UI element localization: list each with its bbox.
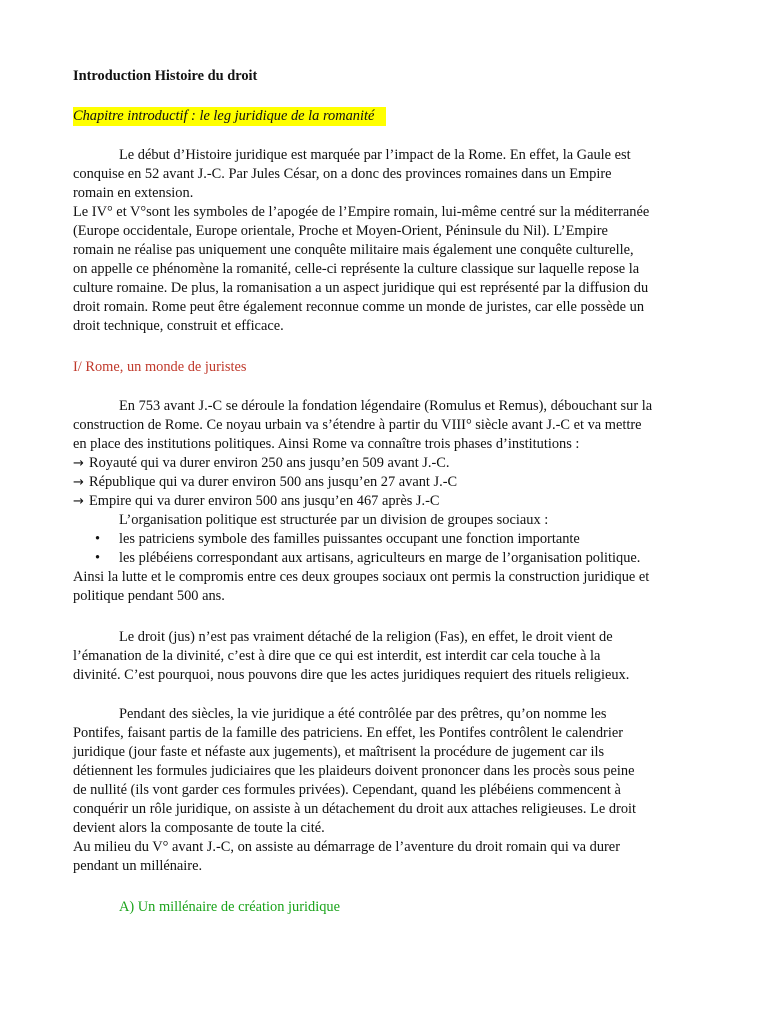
text-line: on appelle ce phénomène la romanité, celle-ci représente la culture classique sur laquelle repose la: [73, 261, 640, 277]
text-line: culture romaine. De plus, la romanisation a un aspect juridique qui est représenté par la diffusion du: [73, 280, 649, 296]
list-item-text: les patriciens symbole des familles puissantes occupant une fonction importante: [119, 531, 580, 547]
list-item: [73, 492, 695, 511]
list-item: [73, 473, 695, 492]
text-line: juridique (jour faste et néfaste aux jugements), et maîtrisent la procédure de jugement car ils: [73, 744, 605, 760]
intro-paragraph: [73, 146, 695, 336]
arrow-icon: →: [73, 494, 84, 509]
arrow-icon: →: [73, 475, 84, 490]
text-line: de nullité (ils vont garder ces formules privées). Cependant, quand les plébéiens commencent à: [73, 782, 621, 798]
text-line: pendant un millénaire.: [73, 858, 203, 874]
bullet-icon: •: [95, 531, 101, 547]
bullet-icon: •: [95, 550, 101, 566]
page-title: Introduction Histoire du droit: [73, 68, 258, 84]
list-item: [73, 454, 695, 473]
list-item-text: République qui va durer environ 500 ans jusqu’en 27 avant J.-C: [89, 474, 458, 490]
text-line: construction de Rome. Ce noyau urbain va s’étendre à partir du VIII° siècle avant J.-C et va mettre: [73, 417, 642, 433]
text-line: Ainsi la lutte et le compromis entre ces deux groupes sociaux ont permis la construction juridique et: [73, 569, 650, 585]
text-line: Le droit (jus) n’est pas vraiment détaché de la religion (Fas), en effet, le droit vient de: [119, 629, 613, 645]
list-item-text: Empire qui va durer environ 500 ans jusqu’en 467 après J.-C: [89, 493, 440, 509]
list-item-text: Royauté qui va durer environ 250 ans jusqu’en 509 avant J.-C.: [89, 455, 450, 471]
text-line: droit technique, construit et efficace.: [73, 318, 284, 334]
text-line: divinité. C’est pourquoi, nous pouvons dire que les actes juridiques requiert des rituels religieux.: [73, 667, 630, 683]
chapter-heading: Chapitre introductif : le leg juridique de la romanité: [73, 107, 386, 126]
list-item: [73, 549, 695, 568]
text-line: Le IV° et V°sont les symboles de l’apogée de l’Empire romain, lui-même centré sur la méditerranée: [73, 204, 650, 220]
text-line: Le début d’Histoire juridique est marquée par l’impact de la Rome. En effet, la Gaule est: [119, 147, 631, 163]
subsection-heading: A) Un millénaire de création juridique: [119, 899, 340, 915]
text-line: devient alors la composante de toute la cité.: [73, 820, 325, 836]
religion-paragraph: [73, 628, 695, 685]
text-line: conquérir un rôle juridique, on assiste à un détachement du droit aux attaches religieuses. Le droit: [73, 801, 637, 817]
chapter-heading-wrap: [73, 107, 695, 126]
pontifes-paragraph: [73, 705, 695, 876]
text-line: Pendant des siècles, la vie juridique a été contrôlée par des prêtres, qu’on nomme les: [119, 706, 607, 722]
text-line: politique pendant 500 ans.: [73, 588, 225, 604]
section-heading: I/ Rome, un monde de juristes: [73, 359, 247, 375]
text-line: l’émanation de la divinité, c’est à dire que ce qui est interdit, est interdit car cela touche à la: [73, 648, 601, 664]
text-line: conquise en 52 avant J.-C. Par Jules César, on a donc des provinces romaines dans un Empire: [73, 166, 612, 182]
text-line: romain ne réalise pas uniquement une conquête militaire mais également une conquête culturelle,: [73, 242, 634, 258]
text-line: (Europe occidentale, Europe orientale, Proche et Moyen-Orient, Péninsule du Nil). L’Empire: [73, 223, 608, 239]
text-line: romain en extension.: [73, 185, 194, 201]
arrow-icon: →: [73, 456, 84, 471]
text-line: Au milieu du V° avant J.-C, on assiste au démarrage de l’aventure du droit romain qui va durer: [73, 839, 620, 855]
list-item: [73, 530, 695, 549]
text-line: droit romain. Rome peut être également reconnue comme un monde de juristes, car elle possède un: [73, 299, 645, 315]
text-line: L’organisation politique est structurée par un division de groupes sociaux :: [119, 512, 549, 528]
text-line: Pontifes, faisant partis de la famille des patriciens. En effet, les Pontifes contrôlent le calendrier: [73, 725, 623, 741]
text-line: En 753 avant J.-C se déroule la fondation légendaire (Romulus et Remus), débouchant sur la: [119, 398, 653, 414]
text-line: détiennent les formules judiciaires que les plaideurs doivent prononcer dans les procès sous peine: [73, 763, 635, 779]
list-item-text: les plébéiens correspondant aux artisans, agriculteurs en marge de l’organisation politique.: [119, 550, 641, 566]
phases-paragraph: [73, 397, 695, 606]
text-line: en place des institutions politiques. Ainsi Rome va connaître trois phases d’institutions :: [73, 436, 580, 452]
